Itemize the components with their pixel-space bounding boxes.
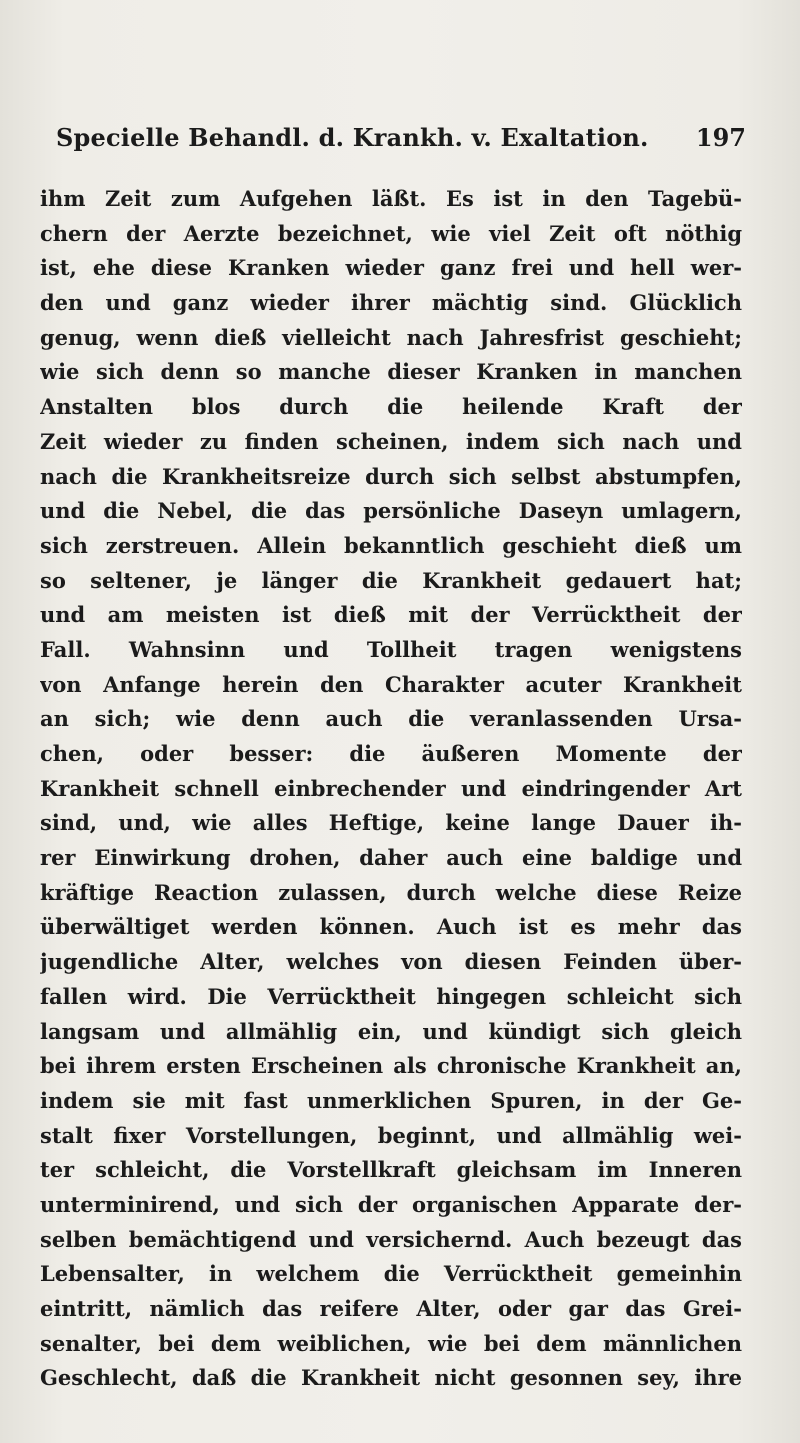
text-line: Zeit wieder zu finden scheinen, indem sich nach und — [40, 428, 742, 454]
text-line: überwältiget werden können. Auch ist es mehr das — [40, 914, 742, 940]
text-line: chern der Aerzte bezeichnet, wie viel Zeit oft nöthig — [40, 220, 742, 246]
text-line: sich zerstreuen. Allein bekanntlich geschieht dieß um — [40, 532, 742, 558]
text-line: Anstalten blos durch die heilende Kraft der — [40, 394, 742, 420]
text-line: an sich; wie denn auch die veranlassenden Ursa- — [40, 706, 742, 732]
running-title: Specielle Behandl. d. Krankh. v. Exaltation. — [56, 123, 649, 152]
text-line: genug, wenn dieß vielleicht nach Jahresfrist geschieht; — [40, 324, 742, 350]
text-line: Geschlecht, daß die Krankheit nicht gesonnen sey, ihre — [40, 1365, 742, 1391]
text-line: kräftige Reaction zulassen, durch welche diese Reize — [40, 879, 742, 905]
text-line: so seltener, je länger die Krankheit gedauert hat; — [40, 567, 742, 593]
text-line: senalter, bei dem weiblichen, wie bei dem männlichen — [40, 1330, 742, 1356]
text-line: und am meisten ist dieß mit der Verrücktheit der — [40, 602, 742, 628]
text-line: eintritt, nämlich das reifere Alter, oder gar das Grei- — [40, 1296, 742, 1321]
text-line: und die Nebel, die das persönliche Daseyn umlagern, — [40, 498, 742, 524]
page-number: 197 — [695, 123, 746, 152]
text-line: sind, und, wie alles Heftige, keine lange Dauer ih- — [40, 810, 742, 836]
text-line: stalt fixer Vorstellungen, beginnt, und allmählig wei- — [40, 1122, 742, 1148]
text-line: wie sich denn so manche dieser Kranken in manchen — [40, 359, 742, 385]
text-line: fallen wird. Die Verrücktheit hingegen schleicht sich — [40, 983, 742, 1009]
text-line: rer Einwirkung drohen, daher auch eine baldige und — [40, 845, 742, 871]
text-line: jugendliche Alter, welches von diesen Feinden über- — [40, 949, 742, 975]
text-line: unterminirend, und sich der organischen Apparate der- — [40, 1191, 742, 1217]
text-line: Lebensalter, in welchem die Verrücktheit gemeinhin — [40, 1261, 742, 1287]
text-line: chen, oder besser: die äußeren Momente der — [40, 741, 742, 766]
text-line: ihm Zeit zum Aufgehen läßt. Es ist in den Tagebü- — [40, 186, 742, 211]
text-line: selben bemächtigend und versichernd. Auch bezeugt das — [40, 1226, 742, 1252]
text-line: den und ganz wieder ihrer mächtig sind. Glücklich — [40, 290, 742, 316]
running-head — [56, 120, 746, 156]
text-line: ter schleicht, die Vorstellkraft gleichsam im Inneren — [40, 1157, 742, 1183]
text-line: ist, ehe diese Kranken wieder ganz frei und hell wer- — [40, 255, 742, 281]
text-line: Fall. Wahnsinn und Tollheit tragen wenigstens — [40, 636, 742, 662]
body-text — [40, 182, 742, 1396]
text-line: indem sie mit fast unmerklichen Spuren, in der Ge- — [40, 1087, 742, 1113]
text-line: nach die Krankheitsreize durch sich selbst abstumpfen, — [40, 463, 742, 489]
text-line: von Anfange herein den Charakter acuter Krankheit — [40, 671, 742, 697]
text-line: bei ihrem ersten Erscheinen als chronische Krankheit an, — [40, 1053, 742, 1079]
text-line: Krankheit schnell einbrechender und eindringender Art — [40, 775, 742, 801]
text-line: langsam und allmählig ein, und kündigt sich gleich — [40, 1018, 742, 1044]
